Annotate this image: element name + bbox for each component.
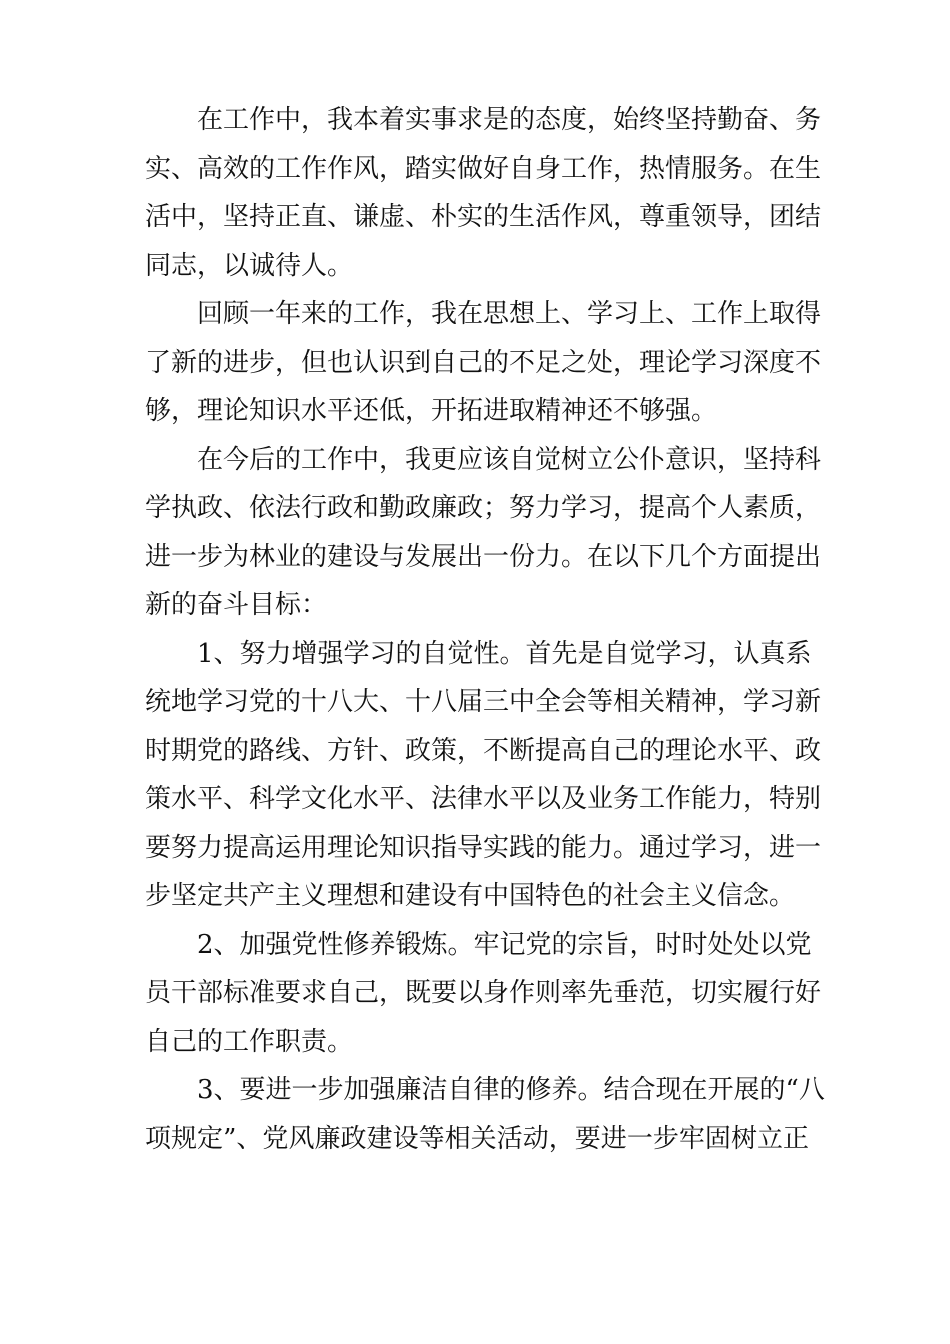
paragraph-future-goals xyxy=(145,436,822,630)
text-line: 同志，以诚待人。 xyxy=(145,250,354,281)
text-line: 3、要进一步加强廉洁自律的修养。结合现在开展的“八 xyxy=(197,1075,825,1105)
text-line: 员干部标准要求自己，既要以身作则率先垂范，切实履行好 xyxy=(145,978,822,1008)
text-line: 实、高效的工作作风，踏实做好自身工作，热情服务。在生 xyxy=(145,153,822,184)
paragraph-work-attitude xyxy=(145,96,822,290)
text-line: 步坚定共产主义理想和建设有中国特色的社会主义信念。 xyxy=(145,881,796,911)
text-line: 要努力提高运用理论知识指导实践的能力。通过学习，进一 xyxy=(145,832,822,863)
text-line: 了新的进步，但也认识到自己的不足之处，理论学习深度不 xyxy=(145,347,822,378)
text-line: 回顾一年来的工作，我在思想上、学习上、工作上取得 xyxy=(197,299,822,329)
text-line: 2、加强党性修养锻炼。牢记党的宗旨，时时处处以党 xyxy=(197,929,812,960)
document-body xyxy=(145,96,825,1163)
text-line: 1、努力增强学习的自觉性。首先是自觉学习，认真系 xyxy=(197,638,812,669)
paragraph-review xyxy=(145,290,822,436)
text-line: 进一步为林业的建设与发展出一份力。在以下几个方面提出 xyxy=(145,541,822,572)
text-line: 新的奋斗目标： xyxy=(145,590,328,620)
text-line: 统地学习党的十八大、十八届三中全会等相关精神，学习新 xyxy=(145,687,822,717)
paragraph-goal-2 xyxy=(145,921,822,1067)
paragraph-goal-1 xyxy=(145,630,822,921)
text-line: 项规定”、党风廉政建设等相关活动，要进一步牢固树立正 xyxy=(145,1123,809,1154)
text-line: 在今后的工作中，我更应该自觉树立公仆意识，坚持科 xyxy=(197,444,822,475)
text-line: 时期党的路线、方针、政策，不断提高自己的理论水平、政 xyxy=(145,735,822,766)
text-line: 够，理论知识水平还低，开拓进取精神还不够强。 xyxy=(145,396,718,426)
paragraph-goal-3 xyxy=(145,1066,825,1163)
text-line: 在工作中，我本着实事求是的态度，始终坚持勤奋、务 xyxy=(197,105,822,135)
text-line: 自己的工作职责。 xyxy=(145,1026,354,1057)
text-line: 活中，坚持正直、谦虚、朴实的生活作风，尊重领导，团结 xyxy=(145,202,822,232)
text-line: 策水平、科学文化水平、法律水平以及业务工作能力，特别 xyxy=(145,784,822,814)
text-line: 学执政、依法行政和勤政廉政；努力学习，提高个人素质， xyxy=(145,493,822,523)
